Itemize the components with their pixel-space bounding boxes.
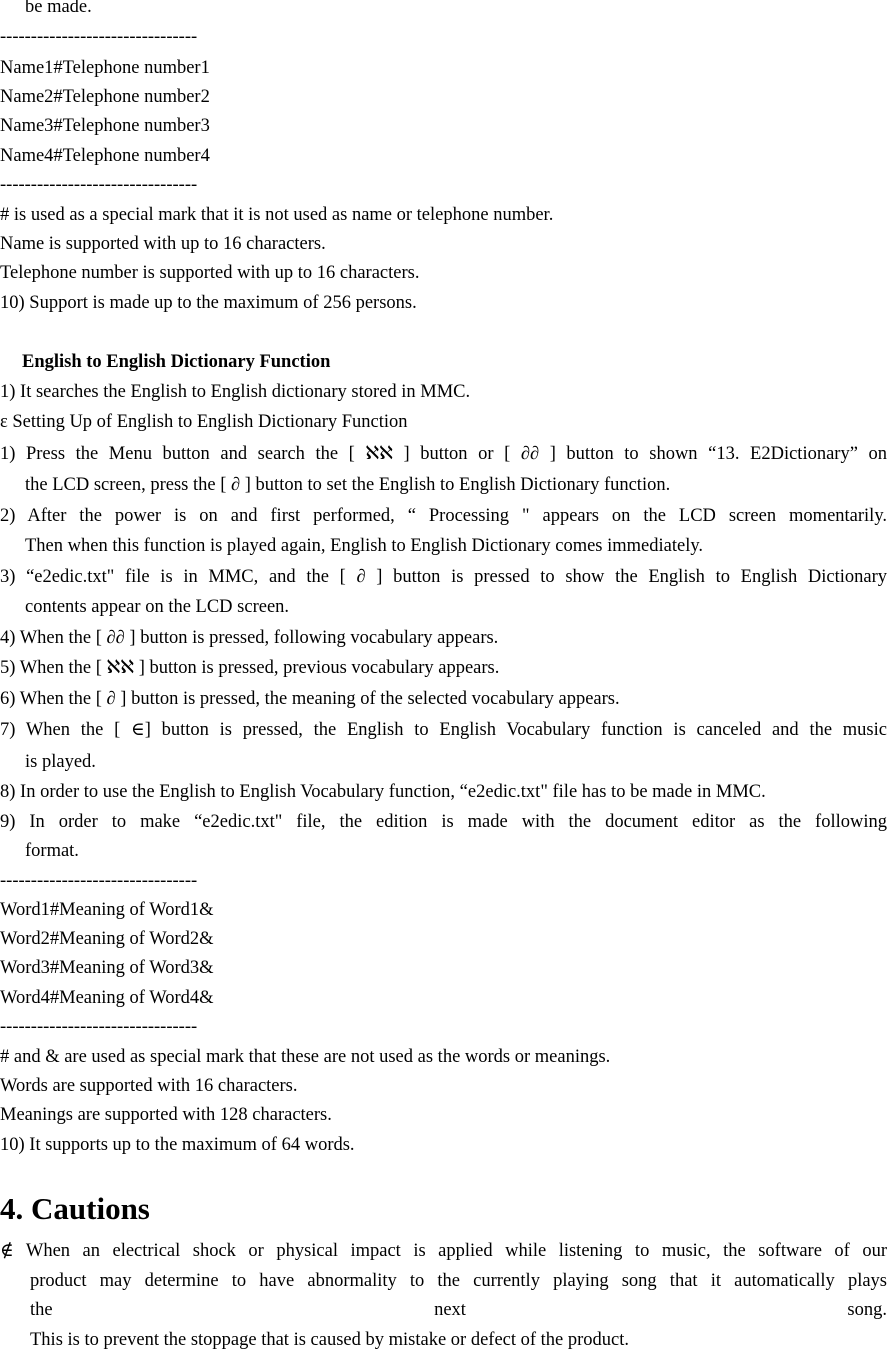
text-line: format. bbox=[25, 841, 79, 861]
phonebook-entry: Name4#Telephone number4 bbox=[0, 146, 210, 166]
text-line: 9) In order to make “e2edic.txt" file, the edition is made with the document editor as the following bbox=[0, 812, 887, 832]
word-entry: Word3#Meaning of Word3& bbox=[0, 958, 214, 978]
text-line: Telephone number is supported with up to 16 characters. bbox=[0, 263, 420, 283]
text-line: the LCD screen, press the [ ∂ ] button to set the English to English Dictionary function. bbox=[25, 475, 671, 495]
text-line: 10) It supports up to the maximum of 64 words. bbox=[0, 1135, 355, 1155]
text-line: # and & are used as special mark that these are not used as the words or meanings. bbox=[0, 1047, 611, 1067]
separator: -------------------------------- bbox=[0, 1017, 198, 1037]
phonebook-entry: Name1#Telephone number1 bbox=[0, 58, 210, 78]
text-line: 8) In order to use the English to English Vocabulary function, “e2edic.txt" file has to be made in MMC. bbox=[0, 782, 766, 802]
word-entry: Word1#Meaning of Word1& bbox=[0, 900, 214, 920]
text-line: the next song. bbox=[30, 1300, 887, 1320]
text-line: ∉ When an electrical shock or physical impact is applied while listening to music, the software of our bbox=[0, 1241, 887, 1261]
text-line: is played. bbox=[25, 752, 96, 772]
text-line: be made. bbox=[25, 0, 92, 17]
text-line: Meanings are supported with 128 characters. bbox=[0, 1105, 332, 1125]
text-line: product may determine to have abnormality to the currently playing song that it automatically plays bbox=[30, 1271, 887, 1291]
text-line: # is used as a special mark that it is not used as name or telephone number. bbox=[0, 205, 554, 225]
word-entry: Word2#Meaning of Word2& bbox=[0, 929, 214, 949]
separator: -------------------------------- bbox=[0, 175, 198, 195]
text-line: 1) Press the Menu button and search the [ ℵℵ ] button or [ ∂∂ ] button to shown “13. E2Dictionary” on bbox=[0, 444, 887, 464]
phonebook-entry: Name3#Telephone number3 bbox=[0, 116, 210, 136]
phonebook-entry: Name2#Telephone number2 bbox=[0, 87, 210, 107]
section-heading: English to English Dictionary Function bbox=[22, 352, 331, 372]
text-line: Words are supported with 16 characters. bbox=[0, 1076, 298, 1096]
text-line: 10) Support is made up to the maximum of 256 persons. bbox=[0, 293, 417, 313]
text-line: 7) When the [ ∈] button is pressed, the English to English Vocabulary function is canceled and the music bbox=[0, 720, 887, 740]
separator: -------------------------------- bbox=[0, 27, 198, 47]
text-line: 1) It searches the English to English dictionary stored in MMC. bbox=[0, 382, 471, 402]
text-line: ε Setting Up of English to English Dictionary Function bbox=[0, 412, 408, 432]
text-line: Then when this function is played again, English to English Dictionary comes immediately. bbox=[25, 536, 704, 556]
word-entry: Word4#Meaning of Word4& bbox=[0, 988, 214, 1008]
text-line: 4) When the [ ∂∂ ] button is pressed, following vocabulary appears. bbox=[0, 628, 499, 648]
separator: -------------------------------- bbox=[0, 871, 198, 891]
text-line: 3) “e2edic.txt" file is in MMC, and the [ ∂ ] button is pressed to show the English to English Dictionary bbox=[0, 567, 887, 587]
text-line: 5) When the [ ℵℵ ] button is pressed, previous vocabulary appears. bbox=[0, 658, 500, 678]
text-line: 6) When the [ ∂ ] button is pressed, the meaning of the selected vocabulary appears. bbox=[0, 689, 620, 709]
text-line: Name is supported with up to 16 characters. bbox=[0, 234, 326, 254]
section-title: 4. Cautions bbox=[0, 1191, 150, 1226]
text-line: contents appear on the LCD screen. bbox=[25, 597, 290, 617]
text-line: This is to prevent the stoppage that is caused by mistake or defect of the product. bbox=[30, 1330, 630, 1350]
text-line: 2) After the power is on and first performed, “ Processing " appears on the LCD screen momentarily. bbox=[0, 506, 887, 526]
